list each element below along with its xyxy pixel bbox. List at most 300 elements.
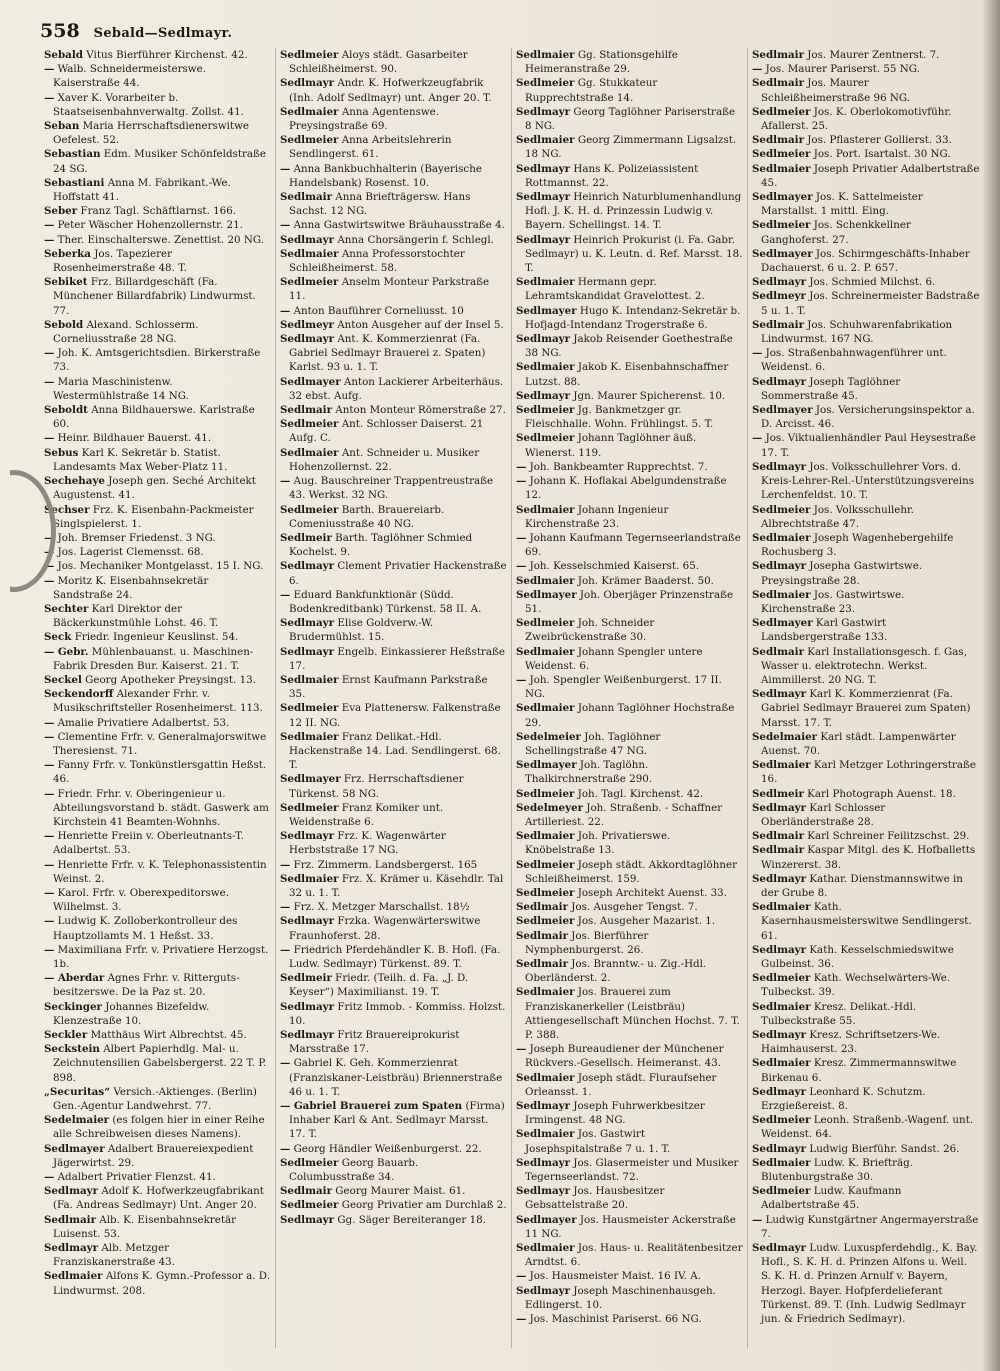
directory-entry xyxy=(516,233,743,276)
entry-details: Jos. Pflasterer Gollierst. 33. xyxy=(807,134,952,147)
entry-surname: Sedlmayr xyxy=(280,915,335,928)
entry-details: Jos. Branntw.- u. Zig.-Hdl. Oberländerst. 2. xyxy=(525,958,707,985)
directory-entry xyxy=(44,645,271,673)
entry-details: Karl Schlosser Oberländerstraße 28. xyxy=(761,801,886,828)
entry-details: Anna Bildhauerswe. Karlstraße 60. xyxy=(53,404,255,431)
entry-details: Johann Kaufmann Tegernseerlandstraße 69. xyxy=(525,531,741,559)
entry-details: Anselm Monteur Parkstraße 11. xyxy=(289,276,490,303)
entry-surname: Sedlmeier xyxy=(752,972,811,985)
directory-entry xyxy=(752,190,980,218)
directory-entry xyxy=(516,105,743,133)
entry-details: Jos. Bierführer Nymphenburgerst. 26. xyxy=(525,929,649,956)
entry-details: Jos. Straßenbahnwagenführer unt. Weidenst. 6. xyxy=(761,347,947,374)
entry-surname: Sedlmayr xyxy=(280,560,335,573)
directory-entry xyxy=(752,318,980,346)
entry-details: Joseph Taglöhner Sommerstraße 45. xyxy=(761,375,901,402)
directory-entry xyxy=(752,48,980,62)
entry-details: Anton Monteur Römerstraße 27. xyxy=(335,404,506,417)
entry-surname: — xyxy=(44,759,55,772)
entry-surname: Sedlmayer xyxy=(752,617,813,630)
entry-details: Georg Zimmermann Ligsalzst. 18 NG. xyxy=(525,134,737,161)
entry-details: Franz Tagl. Schäftlarnst. 166. xyxy=(80,205,237,218)
directory-entry xyxy=(516,389,743,403)
directory-entry xyxy=(44,403,271,431)
directory-entry xyxy=(752,687,980,730)
directory-entry xyxy=(516,645,743,673)
entry-surname: Sedlmayr xyxy=(280,1213,335,1226)
entry-details: Anna Bankbuchhalterin (Bayerische Handelsbank) Rosenst. 10. xyxy=(289,162,482,189)
entry-details: Jos. Volksschullehr. Albrechtstraße 47. xyxy=(761,503,915,530)
entry-surname: Sedlmaier xyxy=(516,574,575,587)
directory-entry xyxy=(516,275,743,303)
entry-surname: Sedlmaier xyxy=(280,446,339,459)
directory-entry xyxy=(44,1142,271,1170)
directory-entry xyxy=(44,1269,271,1297)
entry-details: Jos. Versicherungsinspektor a. D. Arcisst. 46. xyxy=(761,404,975,431)
entry-details: Joh. Taglöhner Schellingstraße 47 NG. xyxy=(525,730,661,757)
entry-surname: Sedlmayr xyxy=(280,645,335,658)
entry-details: Anna Agentenswe. Preysingstraße 69. xyxy=(289,105,440,133)
entry-surname: Sedlmayr xyxy=(280,233,335,246)
entry-details: Aloys städt. Gasarbeiter Schleißheimerst. 90. xyxy=(289,49,468,76)
entry-surname: Sedlmeier xyxy=(280,276,339,289)
entry-surname: Seck xyxy=(44,631,72,644)
entry-details: Karl Photograph Auenst. 18. xyxy=(807,787,956,800)
entry-details: Franz Komiker unt. Weidenstraße 6. xyxy=(289,801,444,828)
column-2 xyxy=(276,48,512,1348)
entry-details: Joh. Privatierswe. Knöbelstraße 13. xyxy=(525,830,671,857)
entry-surname: Sebald xyxy=(44,49,83,61)
directory-entry xyxy=(44,431,271,445)
directory-entry xyxy=(752,162,980,190)
directory-entry xyxy=(44,630,271,644)
entry-details: Joh. Schneider Zweibrückenstraße 30. xyxy=(525,617,655,644)
entry-details: Aug. Bauschreiner Trappentreustraße 43. Werkst. 32 NG. xyxy=(289,475,494,502)
entry-surname: Sedlmaier xyxy=(752,1000,811,1013)
entry-surname: Sedlmair xyxy=(752,645,805,658)
directory-entry xyxy=(516,1184,743,1212)
directory-entry xyxy=(44,531,271,545)
directory-entry xyxy=(44,176,271,204)
entry-surname: Sedelmeier xyxy=(516,730,581,743)
directory-entry xyxy=(280,616,507,644)
entry-surname: Sedlmair xyxy=(516,958,569,970)
entry-surname: Sechser xyxy=(44,503,90,516)
entry-surname: — xyxy=(44,233,55,246)
entry-surname: Sedlmaier xyxy=(516,276,575,289)
entry-details: Alb. K. Eisenbahnsekretär Luisenst. 53. xyxy=(53,1213,237,1240)
directory-entry xyxy=(280,730,507,773)
entry-surname: Sedlmair xyxy=(752,318,805,331)
directory-entry xyxy=(44,1170,271,1184)
directory-entry xyxy=(44,787,271,830)
entry-surname: Sedlmaier xyxy=(280,730,339,743)
directory-entry xyxy=(516,460,743,474)
entry-surname: Sedlmaier xyxy=(516,986,575,999)
entry-details: Alfons K. Gymn.-Professor a. D. Lindwurmst. 208. xyxy=(53,1270,270,1297)
directory-entry xyxy=(752,645,980,688)
entry-surname: Sedlmair xyxy=(516,901,569,914)
directory-entry xyxy=(44,147,271,175)
directory-entry xyxy=(44,119,271,147)
entry-details: Barth. Brauereiarb. Comeniusstraße 40 NG. xyxy=(289,503,445,530)
directory-entry xyxy=(280,1099,507,1142)
entry-surname: Sebastian xyxy=(44,148,101,161)
entry-surname: Sedlmair xyxy=(752,830,805,843)
entry-surname: Sedlmayr xyxy=(516,1156,571,1169)
entry-details: Jos. Hausbesitzer Gebsattelstraße 20. xyxy=(525,1185,665,1212)
column-1 xyxy=(40,48,276,1348)
entry-surname: — xyxy=(516,560,527,573)
entry-details: Adolf K. Hofwerkzeugfabrikant (Fa. Andreas Sedlmayr) Unt. Anger 20. xyxy=(53,1185,264,1212)
entry-surname: — xyxy=(752,63,763,76)
entry-surname: Seberka xyxy=(44,247,91,260)
entry-details: Fanny Frfr. v. Tonkünstlersgattin Heßst. 46. xyxy=(53,759,267,786)
entry-details: Jos. Schuhwarenfabrikation Lindwurmst. 167 NG. xyxy=(761,318,953,346)
directory-entry xyxy=(280,1184,507,1198)
entry-details: Versich.-Aktienges. (Berlin) Gen.-Agentur Landwehrst. 77. xyxy=(53,1085,257,1113)
entry-details: Jos. Gastwirt Josephspitalstraße 7 u. 1. T. xyxy=(525,1128,671,1155)
entry-details: Gg. Säger Bereiteranger 18. xyxy=(337,1213,486,1226)
entry-surname: — xyxy=(280,1142,291,1155)
entry-details: Eduard Bankfunktionär (Südd. Bodenkreditbank) Türkenst. 58 II. A. xyxy=(289,588,482,615)
directory-entry xyxy=(752,275,980,289)
directory-entry xyxy=(44,971,271,999)
entry-details: Adalbert Privatier Flenzst. 41. xyxy=(57,1171,216,1184)
entry-details: Peter Wäscher Hohenzollernstr. 21. xyxy=(57,219,243,232)
entry-surname: Seban xyxy=(44,120,80,133)
entry-surname: Sedlmair xyxy=(280,1185,333,1198)
entry-details: Joh. Oberjäger Prinzenstraße 51. xyxy=(525,588,734,615)
entry-details: Engelb. Einkassierer Heßstraße 17. xyxy=(289,645,506,672)
entry-surname: — xyxy=(752,1213,763,1226)
entry-surname: Sedlmayer xyxy=(516,304,577,317)
entry-surname: — xyxy=(44,91,55,104)
directory-entry xyxy=(280,1056,507,1099)
entry-surname: Sedlmair xyxy=(516,929,569,942)
entry-details: Kath. Kasernhausmeisterswitwe Sendlingerst. 61. xyxy=(761,901,972,942)
entry-details: Moritz K. Eisenbahnsekretär Sandstraße 24. xyxy=(53,574,209,601)
directory-entry xyxy=(44,602,271,630)
entry-surname: Sedlmayr xyxy=(516,233,571,246)
entry-details: Jos. Schenkkellner Ganghoferst. 27. xyxy=(761,219,911,246)
entry-surname: Sedlmeir xyxy=(280,972,332,985)
directory-entry xyxy=(516,503,743,531)
directory-entry xyxy=(280,801,507,829)
entry-surname: — xyxy=(44,531,55,544)
entry-surname: — xyxy=(44,943,55,956)
directory-entry xyxy=(44,1113,271,1141)
entry-surname: Sedlmayr xyxy=(516,105,571,118)
entry-surname: Sedelmaier xyxy=(44,1114,110,1127)
entry-details: Andr. K. Hofwerkzeugfabrik (Inh. Adolf Sedlmayr) unt. Anger 20. T. xyxy=(289,77,492,104)
entry-details: Heinr. Bildhauer Bauerst. 41. xyxy=(57,432,212,445)
entry-surname: Sedlmaier xyxy=(516,702,575,715)
directory-entry xyxy=(44,48,271,62)
entry-details: Jos. Gastwirtswe. Kirchenstraße 23. xyxy=(761,588,905,615)
directory-entry xyxy=(752,559,980,587)
entry-surname: Sedlmeier xyxy=(280,134,339,147)
directory-entry xyxy=(752,730,980,758)
entry-details: Jos. Brauerei zum Franziskanerkeller (Leistbräu) Attiengesellschaft München Hochst. 7. T. P. 388. xyxy=(525,986,740,1042)
page-header xyxy=(40,20,980,44)
entry-details: Joh. Spengler Weißenburgerst. 17 II. NG. xyxy=(525,673,722,701)
entry-details: Joh. Bremser Friedenst. 3 NG. xyxy=(57,531,216,544)
directory-entry xyxy=(44,218,271,232)
entry-details: Henriette Freiin v. Oberleutnants-T. Adalbertst. 53. xyxy=(53,830,244,857)
entry-details: Maximiliana Frfr. v. Privatiere Herzogst. 1b. xyxy=(53,943,269,970)
entry-details: Barth. Taglöhner Schmied Kochelst. 9. xyxy=(289,531,473,559)
entry-surname: Sedlmayr xyxy=(280,830,335,843)
directory-entry xyxy=(44,503,271,531)
directory-entry xyxy=(44,346,271,374)
entry-surname: Sebus xyxy=(44,446,79,459)
entry-surname: — xyxy=(280,901,291,914)
entry-surname: Sedlmayer xyxy=(752,191,813,204)
entry-surname: — xyxy=(516,475,527,488)
directory-entry xyxy=(752,1241,980,1326)
entry-surname: Sedlmayr xyxy=(752,688,807,701)
directory-entry xyxy=(44,1085,271,1113)
entry-details: Fritz Immob. - Kommiss. Holzst. 10. xyxy=(289,1000,506,1027)
entry-details: Jos. Volksschullehrer Vors. d. Kreis-Lehrer-Rel.-Unterstützungsvereins Lerchenfeldst. 10. T. xyxy=(761,460,974,502)
entry-details: Kresz. Schriftsetzers-We. Haimhauserst. 23. xyxy=(761,1029,941,1056)
entry-surname: Sedlmayr xyxy=(752,943,807,956)
entry-surname: Sedlmeir xyxy=(280,531,332,544)
entry-details: Frz. Zimmerm. Landsbergerst. 165 xyxy=(293,858,478,871)
directory-entry xyxy=(280,403,507,417)
entry-surname: — Aberdar xyxy=(44,972,105,985)
entry-details: Johannes Bizefeldw. Klenzestraße 10. xyxy=(53,1000,210,1027)
directory-entry xyxy=(44,275,271,318)
directory-entry xyxy=(44,545,271,559)
entry-details: Ludw. Kaufmann Adalbertstraße 45. xyxy=(761,1185,902,1212)
directory-entry xyxy=(280,76,507,104)
directory-entry xyxy=(44,673,271,687)
entry-surname: — xyxy=(280,475,291,488)
entry-surname: — xyxy=(44,858,55,871)
directory-entry xyxy=(280,375,507,403)
page-number: 558 xyxy=(40,20,80,42)
entry-surname: — xyxy=(44,787,55,800)
entry-surname: Sedlmaier xyxy=(752,759,811,772)
directory-entry xyxy=(516,133,743,161)
entry-details: Jos. Viktualienhändler Paul Heysestraße 17. T. xyxy=(761,432,976,459)
directory-entry xyxy=(280,531,507,559)
directory-entry xyxy=(44,730,271,758)
directory-entry xyxy=(752,289,980,317)
entry-details: Heinrich Naturblumenhandlung Hofl. J. K. H. d. Prinzessin Ludwig v. Bayern. Schellingst. 14. T. xyxy=(525,191,742,232)
entry-details: Jos. Haus- u. Realitätenbesitzer Arndtst. 6. xyxy=(525,1242,743,1269)
entry-surname: Sedlmeir xyxy=(752,787,804,800)
entry-surname: Sedlmayer xyxy=(280,773,341,786)
entry-details: Anton Ausgeher auf der Insel 5. xyxy=(337,318,504,331)
entry-details: Anna Chorsängerin f. Schlegl. xyxy=(337,233,494,246)
directory-entry xyxy=(44,574,271,602)
entry-details: Jos. K. Oberlokomotivführ. Afallerst. 25. xyxy=(761,105,952,133)
entry-surname: Sedlmeier xyxy=(752,105,811,118)
directory-entry xyxy=(280,275,507,303)
directory-entry xyxy=(752,503,980,531)
directory-entry xyxy=(280,503,507,531)
entry-details: (Firma) Inhaber Karl & Ant. Sedlmayr Marsst. 17. T. xyxy=(289,1100,505,1141)
directory-entry xyxy=(516,957,743,985)
entry-details: Frz. K. Wagenwärter Herbststraße 17 NG. xyxy=(289,830,446,857)
entry-details: Karl städt. Lampenwärter Auenst. 70. xyxy=(761,730,956,757)
directory-entry xyxy=(752,1028,980,1056)
directory-entry xyxy=(752,758,980,786)
entry-details: Walb. Schneidermeisterswe. Kaiserstraße 44. xyxy=(53,63,206,90)
entry-details: Alexand. Schlosserm. Corneliusstraße 28 NG. xyxy=(53,318,199,346)
entry-surname: — xyxy=(44,830,55,843)
entry-surname: Sebiket xyxy=(44,276,88,289)
entry-details: Jg. Bankmetzger gr. Fleischhalle. Wohn. Frühlingst. 5. T. xyxy=(525,404,714,431)
entry-details: Karol. Frfr. v. Oberexpeditorswe. Wilhelmst. 3. xyxy=(53,886,229,914)
entry-details: Georg Bauarb. Columbusstraße 34. xyxy=(289,1156,419,1184)
entry-details: Vitus Bierführer Kirchenst. 42. xyxy=(86,49,248,61)
entry-surname: Sedlmaier xyxy=(280,673,339,686)
entry-surname: Sedlmaier xyxy=(752,901,811,914)
entry-surname: Sedlmayr xyxy=(752,1029,807,1042)
entry-details: Jos. Schreinermeister Badstraße 5 u. 1. T. xyxy=(761,290,980,317)
directory-entry xyxy=(516,1284,743,1312)
entry-surname: Seckstein xyxy=(44,1043,100,1056)
entry-surname: Sedlmair xyxy=(752,134,805,147)
entry-details: Frz. X. Krämer u. Käsehdlr. Tal 32 u. 1. T. xyxy=(289,872,504,899)
directory-entry xyxy=(516,1099,743,1127)
entry-surname: „Securitas“ xyxy=(44,1085,111,1098)
entry-surname: Sedlmeier xyxy=(280,503,339,516)
directory-entry xyxy=(516,914,743,928)
entry-surname: Sedlmayr xyxy=(516,389,571,402)
directory-entry xyxy=(752,1142,980,1156)
entry-details: Frzka. Wagenwärterswitwe Fraunhoferst. 28. xyxy=(289,915,481,942)
directory-entry xyxy=(752,971,980,999)
directory-entry xyxy=(280,218,507,232)
directory-entry xyxy=(752,375,980,403)
entry-details: Eva Plattenersw. Falkenstraße 12 II. NG. xyxy=(289,702,501,729)
directory-entry xyxy=(280,446,507,474)
entry-surname: Sedlmayr xyxy=(752,460,807,473)
directory-entry xyxy=(516,985,743,1042)
entry-surname: Sedlmayr xyxy=(752,872,807,885)
entry-surname: — xyxy=(516,1043,527,1056)
directory-entry xyxy=(280,829,507,857)
directory-entry xyxy=(44,1000,271,1028)
entry-surname: — xyxy=(44,560,55,573)
directory-entry xyxy=(516,1312,743,1326)
directory-entry xyxy=(752,105,980,133)
entry-surname: Sedlmaier xyxy=(752,162,811,175)
entry-details: Friedr. (Teilh. d. Fa. „J. D. Keyser“) Maximilianst. 19. T. xyxy=(289,972,469,999)
entry-details: Ludwig Kunstgärtner Angermayerstraße 7. xyxy=(761,1213,979,1240)
directory-entry xyxy=(752,829,980,843)
entry-details: Anna M. Fabrikant.-We. Hoffstatt 41. xyxy=(53,176,231,204)
entry-details: Franz Delikat.-Hdl. Hackenstraße 14. Lad. Sendlingerst. 68. T. xyxy=(289,730,501,772)
entry-details: Jos. K. Sattelmeister Marstallst. 1 mittl. Eing. xyxy=(761,191,923,218)
entry-surname: Seboldt xyxy=(44,404,88,417)
entry-details: Georg Maurer Maist. 61. xyxy=(335,1185,466,1198)
entry-details: Jos. Maurer Schleißheimerstraße 96 NG. xyxy=(761,77,911,104)
directory-entry xyxy=(44,716,271,730)
entry-surname: Sedlmayr xyxy=(280,1029,335,1042)
entry-surname: Sedlmaier xyxy=(752,1156,811,1169)
entry-surname: Sedlmaier xyxy=(516,1128,575,1141)
entry-surname: — xyxy=(44,915,55,928)
entry-details: Maria Herrschaftsdienerswitwe Oefelest. 52. xyxy=(53,120,249,147)
directory-entry xyxy=(280,559,507,587)
entry-details: Kath. Wechselwärters-We. Tulbeckst. 39. xyxy=(761,972,951,999)
entry-surname: Sedlmayer xyxy=(516,759,577,772)
entry-surname: Sedlmeier xyxy=(280,1156,339,1169)
entry-details: Alexander Frhr. v. Musikschriftsteller Rosenheimerst. 113. xyxy=(53,688,263,715)
entry-surname: Seckler xyxy=(44,1029,88,1042)
entry-surname: Sedlmaier xyxy=(280,105,339,118)
entry-details: Joh. Tagl. Kirchenst. 42. xyxy=(577,787,704,800)
entry-surname: Sedlmeier xyxy=(516,858,575,871)
entry-surname: Sedlmaier xyxy=(516,830,575,843)
directory-entry xyxy=(752,1085,980,1113)
entry-details: Ant. Schneider u. Musiker Hohenzollernst. 22. xyxy=(289,446,480,473)
entry-surname: Sedlmeier xyxy=(516,886,575,899)
entry-surname: Sedlmayr xyxy=(752,1242,807,1255)
directory-entry xyxy=(516,588,743,616)
entry-details: Johann K. Hoflakai Abelgundenstraße 12. xyxy=(525,475,727,502)
entry-surname: — xyxy=(44,63,55,76)
directory-entry xyxy=(44,375,271,403)
entry-surname: — xyxy=(280,304,291,317)
entry-details: Jos. Glasermeister und Musiker Tegernseerlandst. 72. xyxy=(525,1156,739,1184)
directory-entry xyxy=(44,62,271,90)
entry-details: Jgn. Maurer Spicherenst. 10. xyxy=(573,389,726,402)
entry-details: Jos. Port. Isartalst. 30 NG. xyxy=(813,148,951,161)
entry-details: Ludwig K. Zolloberkontrolleur des Hauptzollamts M. 1 Heßst. 33. xyxy=(53,915,238,942)
entry-surname: — xyxy=(280,943,291,956)
entry-surname: — xyxy=(44,219,55,232)
entry-surname: Sedlmeier xyxy=(516,915,575,928)
page-edge-shadow xyxy=(982,0,1000,1371)
directory-entry xyxy=(516,758,743,786)
directory-entry xyxy=(752,147,980,161)
directory-entry xyxy=(516,360,743,388)
directory-entry xyxy=(280,943,507,971)
directory-entry xyxy=(516,1042,743,1070)
directory-entry xyxy=(752,616,980,644)
entry-details: Frz. X. Metzger Marschallst. 18½ xyxy=(293,901,470,914)
entry-surname: — Gabriel Brauerei zum Spaten xyxy=(280,1100,463,1113)
entry-surname: Sedelmeyer xyxy=(516,801,584,814)
directory-entry xyxy=(516,801,743,829)
entry-surname: Seckendorff xyxy=(44,688,114,701)
entry-details: Karl Schreiner Feilitzschst. 29. xyxy=(807,830,970,843)
entry-surname: Sedlmeyr xyxy=(280,318,334,331)
entry-details: Mühlenbauanst. u. Maschinen-Fabrik Dresden Bur. Kaiserst. 21. T. xyxy=(53,645,254,672)
entry-details: Clement Privatier Hackenstraße 6. xyxy=(289,560,507,587)
directory-entry xyxy=(516,701,743,729)
entry-details: Jos. Hausmeister Ackerstraße 11 NG. xyxy=(525,1213,736,1240)
entry-details: Anton Lackierer Arbeiterhäus. 32 ebst. Aufg. xyxy=(289,375,504,402)
entry-details: Joh. Bankbeamter Rupprechtst. 7. xyxy=(529,460,708,473)
directory-entry xyxy=(280,701,507,729)
entry-details: Georg Taglöhner Pariserstraße 8 NG. xyxy=(525,105,736,133)
entry-details: Joh. K. Amtsgerichtsdien. Birkerstraße 73. xyxy=(53,347,261,374)
entry-details: Karl Direktor der Bäckerkunstmühle Lohst. 46. T. xyxy=(53,602,219,630)
directory-entry xyxy=(280,318,507,332)
entry-surname: — xyxy=(44,716,55,729)
entry-details: Joseph Wagenhebergehilfe Rochusberg 3. xyxy=(761,531,954,559)
entry-surname: — xyxy=(280,588,291,601)
directory-entry xyxy=(516,474,743,502)
